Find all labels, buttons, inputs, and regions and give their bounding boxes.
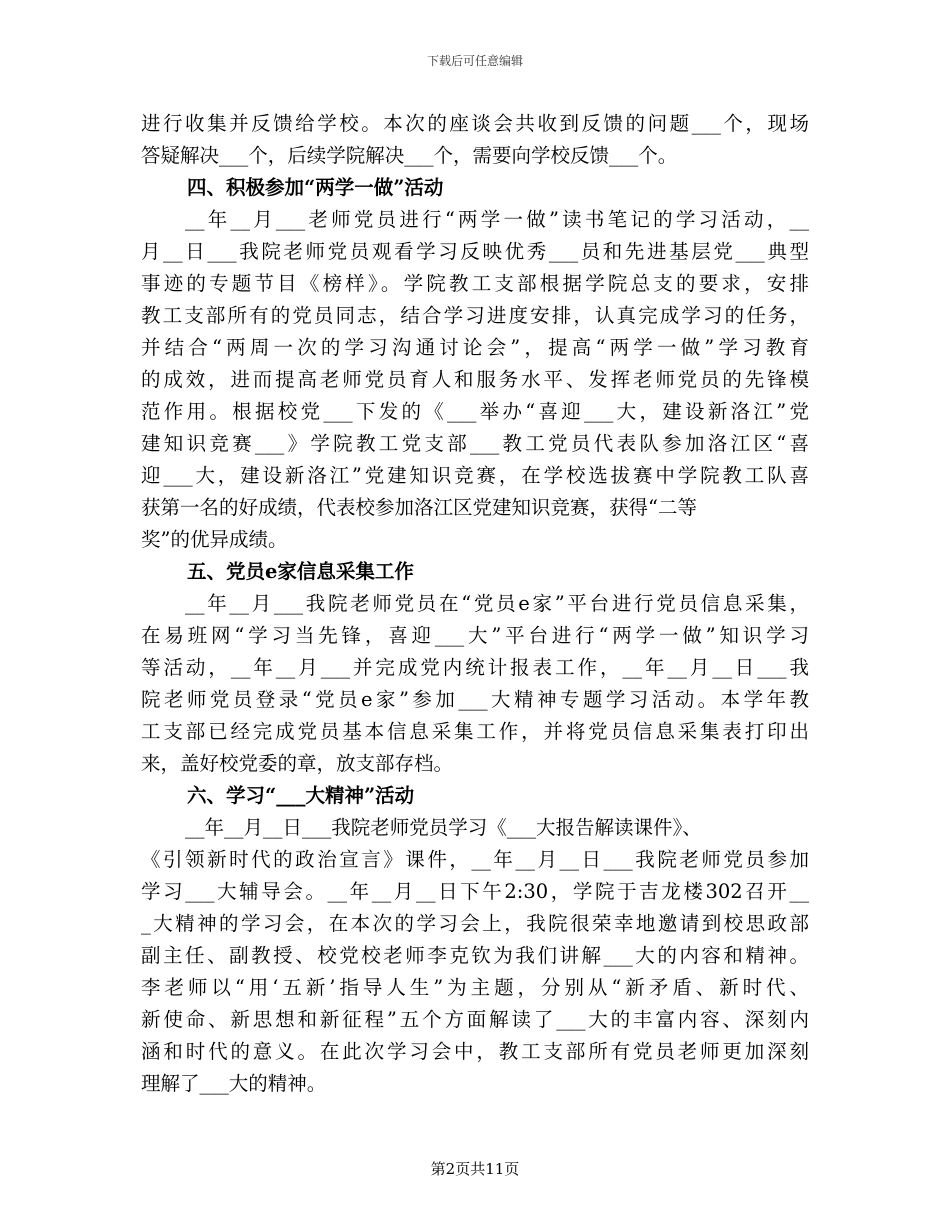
body-line: 获第一名的好成绩，代表校参加洛江区党建知识竞赛，获得“二等: [141, 496, 697, 519]
body-line: 李老师以“用‘五新’指导人生”为主题，分别从“新矛盾、新时代、: [141, 976, 809, 999]
body-line: 教工支部所有的党员同志，结合学习进度安排，认真完成学习的任务，: [141, 304, 809, 327]
body-line: 副主任、副教授、校党校老师李克钦为我们讲解___大的内容和精神。: [141, 944, 809, 967]
body-line: 院老师党员登录“党员e家”参加___大精神专题学习活动。本学年教: [141, 688, 809, 711]
body-line: 建知识竞赛___》学院教工党支部___教工党员代表队参加洛江区“喜: [141, 432, 809, 455]
body-line: 范作用。根据校党___下发的《___举办“喜迎___大，建设新洛江”党: [141, 400, 809, 423]
body-line: 来，盖好校党委的章，放支部存档。: [141, 752, 454, 775]
page-header-note: 下载后可任意编辑: [426, 54, 523, 68]
body-line: 在易班网“学习当先锋，喜迎___大”平台进行“两学一做”知识学习: [141, 624, 809, 647]
body-line: 答疑解决___个，后续学院解决___个，需要向学校反馈___个。: [141, 144, 678, 167]
body-line: 奖”的优异成绩。: [141, 528, 288, 551]
body-line: 新使命、新思想和新征程”五个方面解读了___大的丰富内容、深刻内: [141, 1008, 809, 1031]
body-line: 等活动，__年__月___并完成党内统计报表工作，__年__月__日___我: [141, 656, 809, 679]
body-line: 学习___大辅导会。__年__月__日下午2:30，学院于吉龙楼302召开__: [141, 880, 809, 903]
body-line: 涵和时代的意义。在此次学习会中，教工支部所有党员老师更加深刻: [141, 1040, 809, 1063]
body-line: 工支部已经完成党员基本信息采集工作，并将党员信息采集表打印出: [141, 720, 809, 743]
section-heading-4: 四、积极参加“两学一做”活动: [187, 176, 444, 199]
document-body: [141, 108, 809, 1100]
body-line: 事迹的专题节目《榜样》。学院教工支部根据学院总支的要求，安排: [141, 272, 809, 295]
body-line: 迎___大，建设新洛江”党建知识竞赛，在学校选拔赛中学院教工队喜: [141, 464, 809, 487]
section-heading-6: 六、学习“___大精神”活动: [187, 784, 415, 807]
body-line: 月__日___我院老师党员观看学习反映优秀___员和先进基层党___典型: [141, 240, 809, 263]
body-line: __年__月__日___我院老师党员学习《___大报告解读课件》、: [185, 816, 702, 839]
body-line: 《引领新时代的政治宣言》课件，__年__月__日___我院老师党员参加: [141, 848, 809, 871]
body-line: 进行收集并反馈给学校。本次的座谈会共收到反馈的问题___个，现场: [141, 112, 809, 135]
body-line: __年__月___老师党员进行“两学一做”读书笔记的学习活动，__: [185, 208, 809, 231]
section-heading-5: 五、党员e家信息采集工作: [187, 560, 414, 583]
body-line: _大精神的学习会，在本次的学习会上，我院很荣幸地邀请到校思政部: [141, 912, 809, 935]
body-line: __年__月___我院老师党员在“党员e家”平台进行党员信息采集，: [185, 592, 809, 615]
body-line: 的成效，进而提高老师党员育人和服务水平、发挥老师党员的先锋模: [141, 368, 809, 391]
page-number: 第2页共11页: [430, 1160, 520, 1178]
body-line: 并结合“两周一次的学习沟通讨论会”，提高“两学一做”学习教育: [141, 336, 809, 359]
body-line: 理解了___大的精神。: [141, 1072, 327, 1095]
